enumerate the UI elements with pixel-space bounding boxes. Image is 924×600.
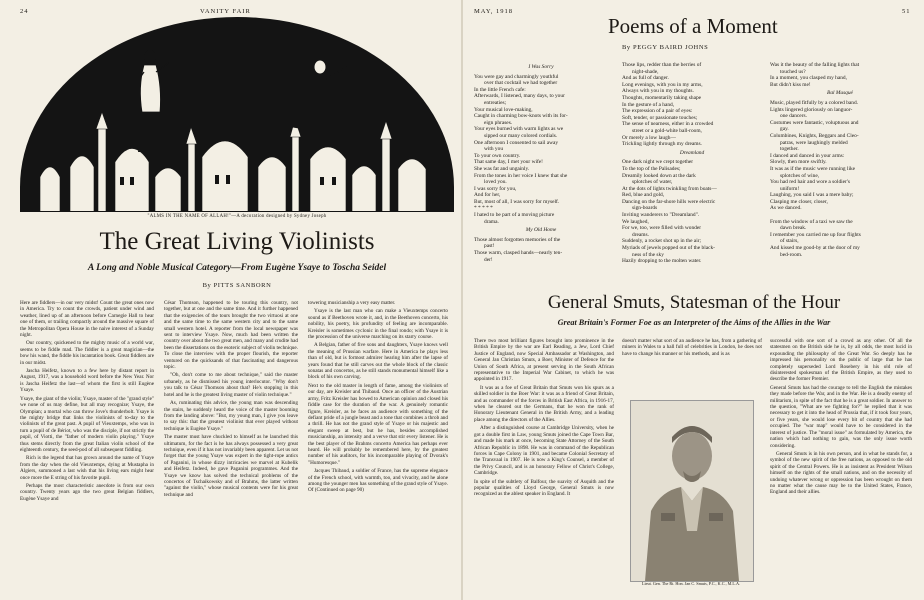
poem-line: Costumes were fantastic, voluptuous and [770,119,859,126]
poem-line: Dancing on the far-shore hills were electric [622,198,716,205]
poem-line: Long evenings, with you in my arms, [622,81,703,88]
poem-line: with you [484,146,504,153]
poem-line: And for her, [474,192,501,199]
poem-line: splotches of wine, [780,172,820,179]
paragraph: César Thomson, happened to be touring this country, not together, but at one and the same time. And it further happened that the exigencies of the tours brought the two virtuosi at one and the same time to the same western city and to the same small western hotel. A reporter from the local newspaper was sent to interview Ysaye. Now, much had been written the country over about the two great men, and many and crudite had been the dissertations on the esoteric subject of violin technique. To close the interview with the proper flourish, the reporter ventured on the quicksands of that fascinating and dangerous topic. [164,300,298,371]
poem-line: Clasping me closer, closer, [770,198,828,205]
poem-line: As we danced. [770,205,802,212]
poem-line: Inviting wanderers to "Dreamland". [622,212,700,219]
poem-line: Suddenly, a rocket shot up in the air; [622,238,701,245]
article-byline-violinists: By PITTS SANBORN [202,282,272,289]
smuts-column-3 [770,338,912,595]
paragraph: Here are fiddlers—in our very midst! Count the great ones now in America. Try to count the crowds, patient under wind and weather, lined up of an afternoon before Carnegie Hall to hear one of them, or trailing compactly around the massive square of the Metropolitan Opera House in the naive interest of a Sunday night. [20,300,154,339]
poem-line: The expression of a pair of eyes: [622,108,693,115]
poem-line: street or a gold-white ball-room, [632,127,702,134]
poem-line: Those warm, clasped hands—nearly ten- [474,250,563,257]
poem-line: Your eyes burned with warm lights as we [474,126,564,133]
poem-lines [622,159,762,265]
paragraph: towering musicianship a very easy matter. [308,300,396,306]
poem-line: Always with you in my thoughts. [622,88,694,95]
violinists-column-3 [308,300,448,595]
poem-column-1 [474,62,608,263]
poem-line: patras, were laughingly melded [780,139,848,146]
poem-line: eign phrases. [484,119,513,126]
poem-line: For we, too, were filled with wonder [622,225,702,232]
poem-line: But, most of all, I was sorry for myself. [474,198,560,205]
poems-title: Poems of a Moment [608,14,778,38]
poem-line: Hazily dropping to the molten water. [622,258,702,265]
poem-line: From the tones in her voice I knew that she [474,172,568,179]
paragraph: Next to the old master in length of fame, among the violinists of our day, are Kreisler and Thibaud. Once an officer of the Austrian army, Fritz Kreisler has bowed to American opinion and closed his fiddle case for the duration of the war. A genuinely romantic figure, Kreisler, as he faces an audience with something of the defiant pride of a jungle beast and a tone that combines a throb and a thrill. He has not the grand style of Ysaye or his majestic and elegant sweep at best, but he has, besides accomplished musicianship, an intensity and a verve that stir every listener. He is the best player of the Brahms concerto America has perhaps ever heard. He will probably be remembered here, by the greatest number of his auditors, for his incomparable playing of Dvorak's "Humoresque." [308,382,448,466]
paragraph: Ysaye is the last man who can make a Vieuxtemps concerto sound as if Beethoven wrote it, and, in the Beethoven concerto, his nobility, his poetry, his profundity of feeling are incomparable. Kreisler is sometimes cyclonic in the final rondo; with Ysaye it is the procession of the universe marching on its starry course. [308,308,448,341]
poem-line: Columbines, Knights, Beggars and Cleo- [770,132,859,139]
poem-line: Thoughts, momentarily taking shape [622,94,702,101]
poem-line: Those lips, redder than the berries of [622,62,702,68]
poem-lines [770,62,910,88]
poem-column-2 [622,62,762,265]
poem-line: Dreamily looked down at the dark [622,172,696,179]
paragraph: There two most brilliant figures brought into prominence in the British Empire by the war are Earl Reading, a Jew, Lord Chief Justice of England, now Special Ambassador at Washington, and General Jan Christian Smuts, a Boer, Minister of Defence for the Union of South Africa, at present serving in the South African representative to the Imperial War Cabinet, to which he was appointed in 1917. [474,338,614,383]
poem-line: Was it the beauty of the falling lights that [770,62,860,68]
poem-line: dreams. [632,231,649,238]
poem-column-3 [770,62,910,258]
portrait-caption: Lieut. Gen. The Rt. Hon. Jan C. Smuts, P.C., K.C., M.L.A. [641,581,741,586]
poem-line: loved you. [484,179,507,186]
poem-line: Soft, tender, or passionate touches; [622,114,698,121]
paragraph: General Smuts is in his own person, and in what he stands for, a symbol of the new spirit of the free nations, as opposed to the old spirit of the Central Powers. He is as insistent as President Wilson himself on the rights of the small nations, and on the necessity of undoing whatever wrong or oppression has been wrought on them no matter what the cause may be to the United States, France, England and their allies. [770,450,912,496]
paragraph: doesn't matter what sort of an audience he has, from a gathering of miners in Wales to a hall full of celebrities in London, he does not have to change his manner or his methods, and is as [622,338,762,357]
paragraph: As, ruminating this advice, the young man was descending the stairs, he suddenly heard the voice of the master booming from the landing above: "But, my young man, I give you leave to say this: that the greatest violinist that ever played without technique is Eugène Ysaye." [164,400,298,432]
poem-lines [622,62,762,148]
poem-line: ness of the sky [632,251,664,258]
smuts-column-2 [622,338,762,394]
poem-line: splotches of water, [632,179,673,186]
poem-line: In a moment, you clasped my hand, [770,75,847,82]
page-number-right: 51 [902,8,911,15]
paragraph: "Oh, don't come to me about technique," said the master urbanely, as he dismissed his young interlocutor. "Why don't you talk to César Thomson about that? He's stopping in this hotel and he is the greatest living master of violin technique." [164,372,298,398]
poem-line: drama. [484,218,499,225]
paragraph: General Smuts has had the courage to tell the English the mistakes they made before the War, and in the War. He is a deadly enemy of militarism, in spite of the fact that he is a great soldier. In answer to the question, "What are we fighting for?" he replied that it was necessary to get it into the head of Prussia that, if it took four years, or five years, she would lose every bit of country that she had occupied. The "war map" would have to be considered in the interest of justice. The "moral issue" as formulated by America, the nation which had nothing to gain, was the only issue worth considering. [770,384,912,449]
poem-title: I Was Sorry [528,64,554,70]
poem-lines [474,237,608,263]
poem-line [770,212,910,219]
poem-line: sign-boards [632,205,658,212]
masthead-left: VANITY FAIR [200,8,251,15]
paragraph: successful with one sort of a crowd as any other. Of all the statesmen on the British side he is, by all odds, the most lucid in expounding the philosophy of the Great War. So deeply has he impressed his personality on the public of large that he has completely superseded Lord Rosebery in his old role of disinterested spokesman of the British Empire, as they used to describe the former Premier. [770,338,912,383]
poem-line: Slowly, then more swiftly. [770,159,827,166]
article-subtitle-violinists: A Long and Noble Musical Category—From Eugène Ysaye to Toscha Seidel [87,263,387,273]
poem-line: touched us? [780,68,806,75]
poem-line: You had red hair and wore a soldier's [770,179,850,186]
poem-line: She was fat and ungainly. [474,165,530,172]
poem-line: From the window of a taxi we saw the [770,218,853,225]
violinists-column-1 [20,300,154,595]
poem-line: I hated to be part of a moving picture [474,212,555,219]
paragraph: In spite of the subtlety of Balfour, the suavity of Asquith and the popular qualities of Lloyd George, General Smuts is now recognized as the ablest speaker in England. It [474,478,614,498]
poem-line: I was sorry for you, [474,185,517,192]
poem-title: Bal Musqué [827,90,853,97]
page-number-left: 24 [20,8,29,15]
paragraph: After a distinguished course at Cambridge University, when he got a double first in Law, young Smuts joined the Cape Town Bar, and made his mark at once, becoming State Attorney of the South African Republic in 1898. He was in command of the Republican forces in Cape Colony in 1901, and became Colonial Secretary of the Transvaal in 1907. He is now a King's Counsel, a member of the Privy Council, and is an honorary Fellow of Christ's College, Cambridge. [474,425,614,477]
poem-line: At the dots of lights twinkling from boats— [622,185,717,192]
decoration-illustration [20,17,454,212]
poem-line: dawn break. [780,225,807,232]
poem-line: Those almost forgotten memories of the [474,236,561,243]
poem-line: I danced and danced in your arms: [770,152,845,159]
poem-line: Trickling lightly through my dreams. [622,141,702,148]
poem-line: Laughing, you said I was a mere baby; [770,192,854,199]
poem-line: Or merely a low laugh— [622,134,676,141]
poem-line: sipped our many colored cordials. [484,132,558,139]
poem-line: To your own country. [474,152,521,159]
smuts-column-1 [474,338,614,595]
poem-line: One dark night we crept together [622,159,694,166]
poem-line: In the gesture of a hand, [622,101,675,108]
poem-line: I remember you carried me up four flights [770,231,861,238]
smuts-title: General Smuts, Statesman of the Hour [547,292,841,313]
illustration-caption: "ALMS IN THE NAME OF ALLAH!"—A decoration designed by Sydney Joseph [147,214,327,219]
poem-line: bed-room. [780,251,803,258]
poem-line: of stairs, [780,238,799,245]
poem-line: In the little French cafe: [474,86,526,93]
poem-line: One afternoon I consented to sail away [474,139,559,146]
poem-lines [474,74,608,226]
poem-line: Afterwards, I listened, many days, to your [474,93,565,100]
smuts-portrait [630,400,754,582]
poem-line: To the top of the Palisades; [622,165,681,172]
poem-line: uniform! [780,185,800,192]
poem-line: Caught in charming bow-knots with its for- [474,113,568,120]
poem-line: gay. [780,126,789,133]
poem-line: But didn't kiss me! [770,81,811,88]
issue-date: MAY, 1918 [474,8,513,15]
paragraph: Ysaye, the giant of the violin; Ysaye, master of the "grand style" we none of us may define, but all may recognize; Ysaye, the Olympian; a mortal who can throw Jove's thunderbolt. Ysaye is the mighty bridge that links the violinists of to-day to the violinists of the great past. A pupil of Vieuxtemps, who was in turn a pupil of de Bériot, who was the disciple, if not strictly the pupil, of Viotti, the "father of modern violin playing." Ysaye thus stems directly from the great Italian violin school of the eighteenth century, the seed-pod of all subsequent fiddling. [20,395,154,453]
poem-line: * * * * * [474,205,493,212]
poem-line: It was as if the music were running like [770,165,856,172]
paragraph: Rich is the legend that has grown around the name of Ysaye from the day when the old Vieuxtemps, dying at Mustapha in Algiers, summoned a last wish that his living ears might hear once more the E string of his favorite pupil. [20,455,154,481]
poem-line: Myriads of jewels popped out of the black- [622,245,715,252]
poem-line: We laughed, [622,218,649,225]
violinists-column-2 [164,300,298,595]
poem-line: past! [484,243,495,250]
paragraph: The master must have chuckled to himself as he launched this ultimatum, for the fact is he has always possessed a very great technique, even if it has not invariably been apparent. Let us not forget that the young Ysaye was expert in the tight-rope antics of Paganini, in whose dizzy intricacies we marvel at Kubelik and Heifetz. Indeed, he gave Paganini programmes. And the Ysaye we know has solved the technical problems of the concertos of Tschaikowsky and of Brahms, the latter written "against the violin," whose musical contents were for his great technique and [164,434,298,498]
poem-line: That same day, I met your wife! [474,159,543,166]
poem-lines [770,100,910,258]
poem-line: one dancers. [780,113,807,120]
article-title-violinists: The Great Living Violinists [99,228,375,255]
paragraph: A Belgian, father of five sons and daughters, Ysaye knows well the meaning of Prussian warfare. Here in America he plays less than of old, but is formost admirer hearing him after the lapse of years found that he still carves out the whole block of the classic sonatas and concertos, as he still stands monumental himself like a block of his own carving. [308,342,448,381]
paragraph: It was as a foe of Great Britain that Smuts won his spurs as a skilled soldier in the Boer War: it was as a friend of Great Britain, and as commander of the forces in British East Africa, in 1916-17, when he cleared out the Germans, that he won the rank of Honorary Lieutenant General in the British Army, and a leading place among the directors of the Allies. [474,384,614,423]
portrait-photo [631,401,753,581]
poem-line: der! [484,256,493,263]
poem-line: Red, blue and gold, [622,192,665,199]
poem-title: My Old Home [525,227,557,234]
poem-line: night-shade, [632,68,659,75]
poem-line: And as full of danger. [622,75,669,82]
poem-line: The sense of nearness, either in a crowded [622,121,714,128]
paragraph: Jascha Heifetz, known to a few here by distant report in August, 1917, was a household word before the New Year. Nor is Jascha Heifetz the last—of whom the first is still Eugène Ysaye. [20,368,154,394]
poem-line: entreaties; [484,99,507,106]
poem-line: Music, played fitfully by a colored band. [770,99,859,106]
paragraph: Perhaps the most characteristic anecdote is from our own country. Twenty years ago the two great Belgian fiddlers, Eugène Ysaye and [20,482,154,502]
poem-line: Your musical love-making, [474,106,533,113]
paragraph: Jacques Thibaud, a soldier of France, has the supreme elegance of the French school, with warmth, too, and vivacity, and he alone among the younger men has something of the grand style of Ysaye. Of (Continued on page 90) [308,468,448,494]
poems-byline: By PEGGY BAIRD JOHNS [622,44,709,51]
poem-line: Lights lingered gloriously on languor- [770,106,853,113]
poem-line: And kissed me good-by at the door of my [770,245,860,252]
smuts-subtitle: Great Britain's Former Foe as an Interpreter of the Aims of the Allies in the War [557,318,831,327]
poem-line: You were gay and charmingly youthful [474,73,559,80]
paragraph: Our country, quickened to the mighty music of a world war, seems to be fiddle mad. The fiddler is a great magician—the bow his wand, the fiddle his incantation book. Great fiddlers are in our midst. [20,340,154,366]
poem-title: Dreamland [679,149,705,156]
poem-line: over that cocktail we had together [484,80,558,87]
poem-line: together. [780,146,799,153]
